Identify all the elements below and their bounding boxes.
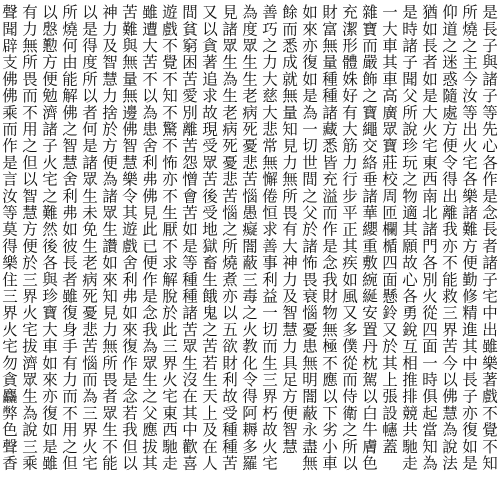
text-column: 財富無量種種諸藏悉皆充溢而作是念我財物無極不應以下劣小車 (320, 4, 338, 472)
text-column: 雖遭大苦不以為患舍利弗佛見此已便作是念我為眾生之父應拔其 (140, 4, 158, 472)
text-column: 又以貪著追求故現受眾苦後受地獄畜生餓鬼之苦若生天上及在人 (200, 4, 218, 472)
text-column: 以慇懃方便勉濟諸子火宅之難然後各與珍寶大車如來亦復如是雖 (40, 4, 58, 472)
text-column: 是時諸子聞父所說珍玩之物適其願故心各勇銳互相推排競共馳走 (400, 4, 418, 472)
text-column: 雜寶而嚴飾之寶繩交絡垂諸華纓重敷綩綖安置丹枕駕以白牛膚色 (360, 4, 378, 472)
text-column: 充潔形體姝好有大筋力行步平正其疾如風又多僕從而侍衛之所以 (340, 4, 358, 472)
text-column: 如來亦復如是為一切世間之父於諸怖畏衰惱憂患無明闇蔽永盡無 (300, 4, 318, 472)
text-column: 苦難與無量無邊佛智慧樂令其遊戲舍利弗如來復作是念若我但以 (120, 4, 138, 472)
text-column: 所燒之主今汝等出火宅各樂諸難方便勤修精進其中長子亦復如是 (460, 4, 478, 472)
text-column: 猶如長者如是大火宅東西南北諸門各別火從四面一時俱起當知為 (420, 4, 438, 472)
text-column: 神力及智慧力捨於方便為諸眾生讚如來知見力無所畏者眾生不能 (100, 4, 118, 472)
text-column: 有力無所畏而不用之但以智慧方便於三界火宅拔濟眾生為說三乘 (20, 4, 38, 472)
text-column: 餘而悉成就無量知見力無所畏有大神力及智慧力具足方便智慧 (280, 4, 298, 455)
text-column: 善巧之力大慈大悲常無懈倦恒求善事利益一切而生三界朽故火宅 (260, 4, 278, 472)
text-column: 為度眾生生老病死憂悲苦惱愚癡闇蔽三毒之火教化令得阿耨多羅 (240, 4, 258, 472)
text-column: 以是得度所以者何是諸眾生未免生老病死憂悲苦惱而為三界火宅 (80, 4, 98, 472)
text-column: 間貧窮困苦愛別離苦怨憎會苦如是等種種諸苦眾生沒在其中歡喜 (180, 4, 198, 472)
text-column: 是長子與諸子等先心各作是念長者諸子宅中出雖樂著戲不覺不知 (480, 4, 498, 472)
text-column: 一大車其車高廣眾寶莊校周匝欄楯四面懸鈴又於其上張設幰蓋 (380, 4, 398, 455)
text-column: 遊戲不覺不知不驚不怖亦不生厭不求解脫於此三界火宅東西馳走 (160, 4, 178, 472)
text-column: 仰道之迷惑隨處方便令得出離我亦不能救三界苦今以佛慧為說法 (440, 4, 458, 472)
text-column: 見諸眾生為生老病死憂悲苦惱之所燒煮亦以五欲財利故受種種苦 (220, 4, 238, 472)
text-column: 聲聞辟支佛佛乘而作是言汝等莫得樂住三界火宅勿貪麤弊色聲香 (0, 4, 18, 472)
text-column: 所燒何由能解佛之智慧舍利弗如彼長者雖復身手有力而不用之但 (60, 4, 78, 472)
